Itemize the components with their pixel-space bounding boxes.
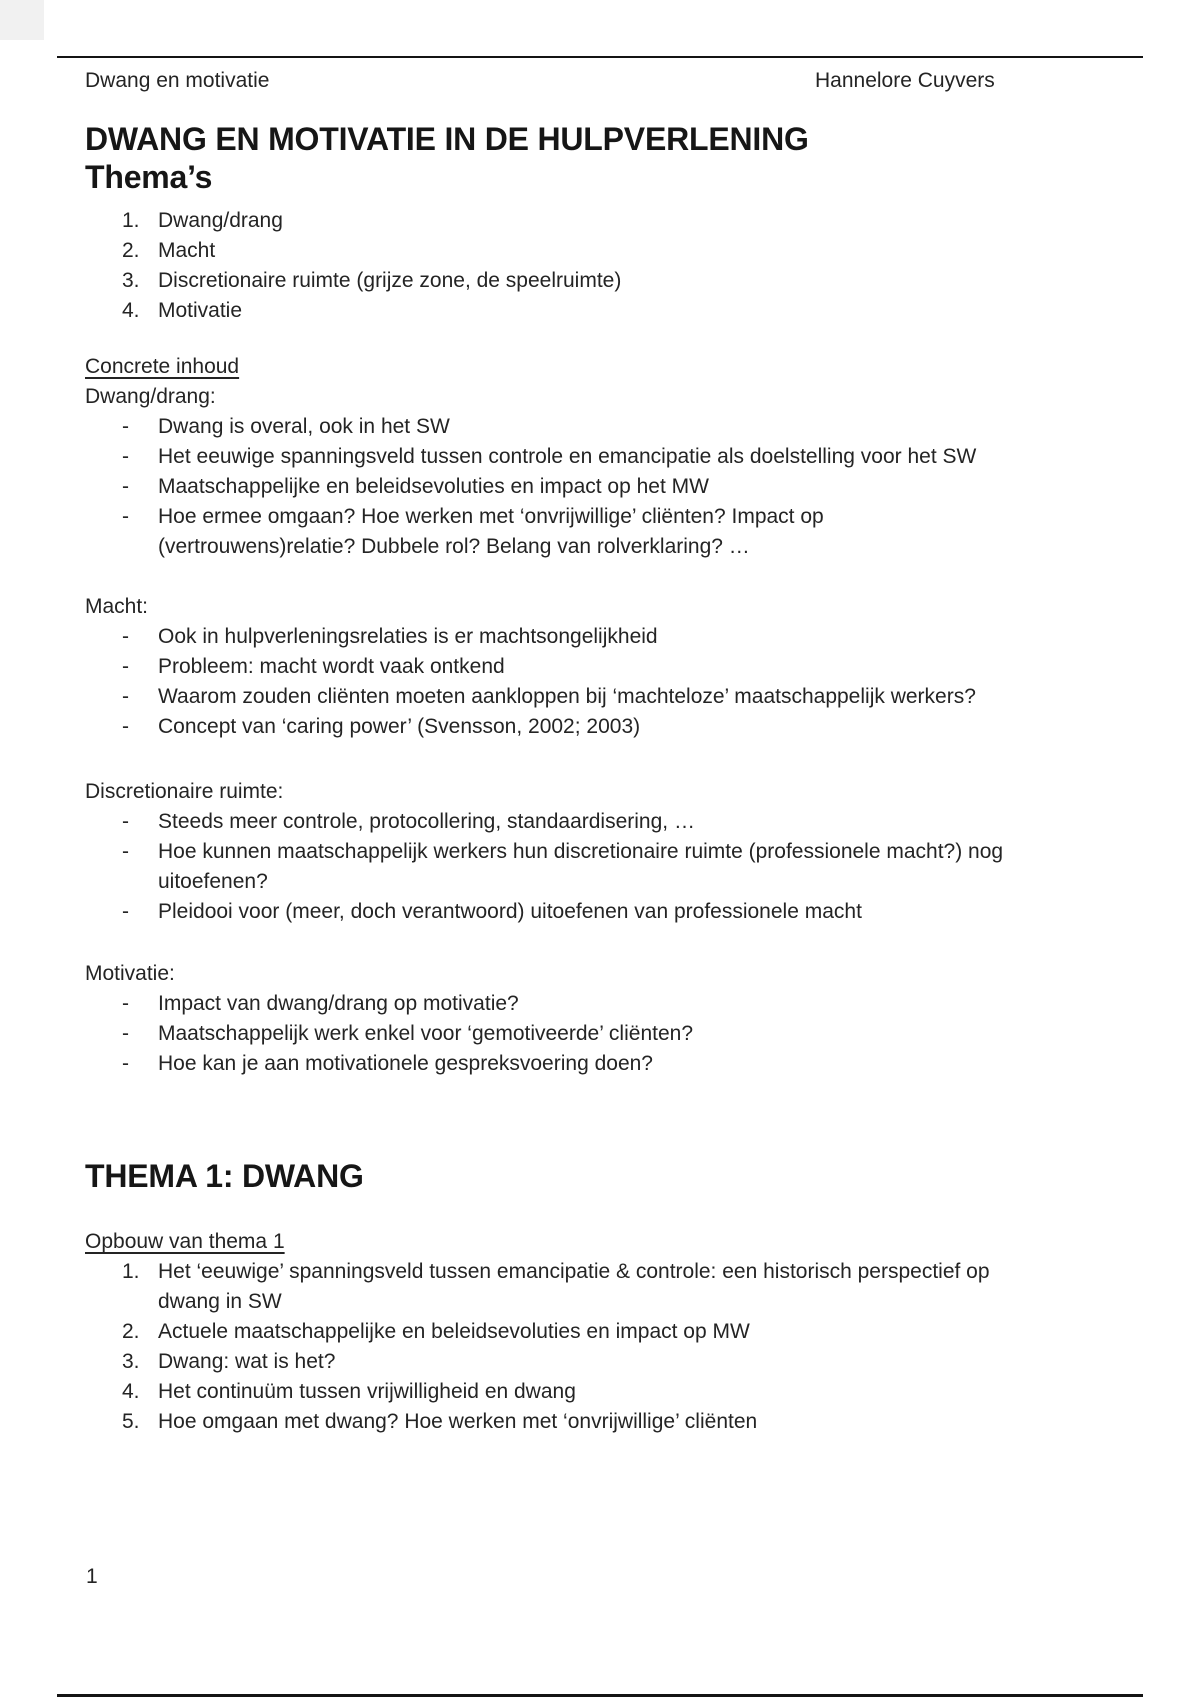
bullet-item	[85, 442, 1155, 472]
header-rule	[57, 56, 1143, 58]
dash-bullet: -	[122, 840, 129, 863]
bullet-text: Pleidooi voor (meer, doch verantwoord) uitoefenen van professionele macht	[158, 900, 862, 923]
list-text: Het continuüm tussen vrijwilligheid en dwang	[158, 1380, 576, 1403]
list-number: 2.	[122, 239, 140, 262]
bullet-text	[158, 837, 1003, 897]
list-number: 4.	[122, 1380, 140, 1403]
section-motivatie	[85, 959, 1155, 1079]
list-number: 2.	[122, 1320, 140, 1343]
section-discretionaire-ruimte	[85, 777, 1155, 927]
list-line: Het ‘eeuwige’ spanningsveld tussen emancipatie & controle: een historisch perspectief op	[158, 1260, 990, 1283]
list-text: Actuele maatschappelijke en beleidsevoluties en impact op MW	[158, 1320, 750, 1343]
section-label: Dwang/drang:	[85, 385, 216, 408]
bullet-line: (vertrouwens)relatie? Dubbele rol? Belang van rolverklaring? …	[158, 535, 750, 558]
list-number: 3.	[122, 1350, 140, 1373]
bullet-item	[85, 1049, 1155, 1079]
dash-bullet: -	[122, 1022, 129, 1045]
bullet-line: Hoe kunnen maatschappelijk werkers hun discretionaire ruimte (professionele macht?) nog	[158, 840, 1004, 863]
list-text: Dwang/drang	[158, 209, 283, 232]
list-item	[85, 1317, 1155, 1347]
section-label: Motivatie:	[85, 962, 175, 985]
section-label: Macht:	[85, 595, 149, 618]
dash-bullet: -	[122, 655, 129, 678]
bullet-text	[158, 502, 824, 562]
doc-subtitle: Thema’s	[85, 159, 213, 195]
section-dwang-drang	[85, 382, 1155, 562]
bullet-item	[85, 412, 1155, 442]
dash-bullet: -	[122, 1052, 129, 1075]
dash-bullet: -	[122, 445, 129, 468]
bullet-line: uitoefenen?	[158, 870, 268, 893]
bullet-text: Concept van ‘caring power’ (Svensson, 2002; 2003)	[158, 715, 641, 738]
list-text: Discretionaire ruimte (grijze zone, de speelruimte)	[158, 269, 622, 292]
list-number: 5.	[122, 1410, 140, 1433]
footer-rule	[57, 1694, 1143, 1697]
bullet-item	[85, 682, 1155, 712]
section-macht	[85, 592, 1155, 742]
dash-bullet: -	[122, 505, 129, 528]
bullet-item	[85, 622, 1155, 652]
list-item	[85, 296, 1155, 326]
bullet-item	[85, 989, 1155, 1019]
bullet-text: Impact van dwang/drang op motivatie?	[158, 992, 519, 1015]
bullet-line: Hoe ermee omgaan? Hoe werken met ‘onvrijwillige’ cliënten? Impact op	[158, 505, 824, 528]
bullet-item	[85, 712, 1155, 742]
list-line: dwang in SW	[158, 1290, 282, 1313]
section-heading-opbouw: Opbouw van thema 1	[85, 1230, 285, 1253]
dash-bullet: -	[122, 900, 129, 923]
heading-thema-1: THEMA 1: DWANG	[85, 1158, 364, 1194]
bullet-text: Hoe kan je aan motivationele gespreksvoering doen?	[158, 1052, 653, 1075]
list-number: 1.	[122, 1260, 140, 1283]
bullet-text: Steeds meer controle, protocollering, standaardisering, …	[158, 810, 695, 833]
section-heading-concrete-inhoud: Concrete inhoud	[85, 355, 240, 378]
bullet-text: Probleem: macht wordt vaak ontkend	[158, 655, 505, 678]
bullet-text: Maatschappelijke en beleidsevoluties en impact op het MW	[158, 475, 709, 498]
bullet-item	[85, 472, 1155, 502]
section-label: Discretionaire ruimte:	[85, 780, 284, 803]
list-text: Motivatie	[158, 299, 243, 322]
bullet-item	[85, 837, 1155, 897]
list-item	[85, 1347, 1155, 1377]
bullet-text: Het eeuwige spanningsveld tussen controle en emancipatie als doelstelling voor het SW	[158, 445, 977, 468]
list-number: 1.	[122, 209, 140, 232]
header-doc-title: Dwang en motivatie	[85, 69, 270, 92]
opbouw-list	[85, 1257, 1155, 1437]
dash-bullet: -	[122, 810, 129, 833]
document-body	[85, 120, 1155, 1437]
bullet-text: Dwang is overal, ook in het SW	[158, 415, 450, 438]
list-item	[85, 236, 1155, 266]
bullet-item	[85, 502, 1155, 562]
dash-bullet: -	[122, 415, 129, 438]
bullet-item	[85, 1019, 1155, 1049]
header-author: Hannelore Cuyvers	[815, 69, 995, 92]
list-item	[85, 1377, 1155, 1407]
bullet-text: Maatschappelijk werk enkel voor ‘gemotiveerde’ cliënten?	[158, 1022, 693, 1045]
list-text: Hoe omgaan met dwang? Hoe werken met ‘onvrijwillige’ cliënten	[158, 1410, 758, 1433]
list-item	[85, 1407, 1155, 1437]
dash-bullet: -	[122, 625, 129, 648]
dash-bullet: -	[122, 685, 129, 708]
bullet-item	[85, 807, 1155, 837]
list-item	[85, 206, 1155, 236]
list-number: 3.	[122, 269, 140, 292]
list-item	[85, 266, 1155, 296]
bullet-item	[85, 897, 1155, 927]
list-text: Macht	[158, 239, 216, 262]
themes-list	[85, 206, 1155, 326]
dash-bullet: -	[122, 715, 129, 738]
dash-bullet: -	[122, 992, 129, 1015]
bullet-item	[85, 652, 1155, 682]
doc-title: DWANG EN MOTIVATIE IN DE HULPVERLENING	[85, 121, 809, 157]
list-text	[158, 1257, 990, 1317]
list-text: Dwang: wat is het?	[158, 1350, 336, 1373]
list-item	[85, 1257, 1155, 1317]
page-number: 1	[86, 1565, 98, 1588]
bullet-text: Waarom zouden cliënten moeten aankloppen bij ‘machteloze’ maatschappelijk werkers?	[158, 685, 976, 708]
scan-corner-artifact	[0, 0, 44, 40]
dash-bullet: -	[122, 475, 129, 498]
bullet-text: Ook in hulpverleningsrelaties is er machtsongelijkheid	[158, 625, 658, 648]
list-number: 4.	[122, 299, 140, 322]
